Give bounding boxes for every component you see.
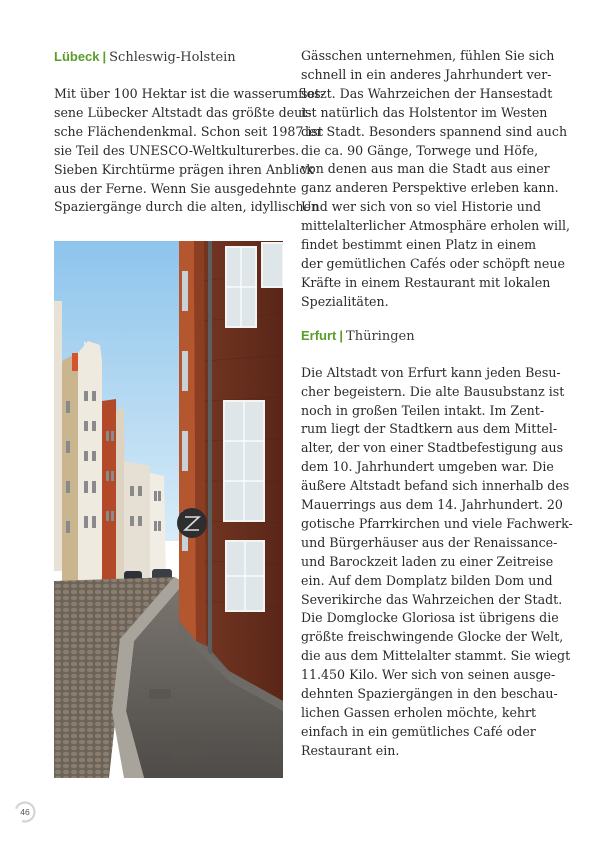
text-line: alter, der von einer Stadtbefestigung aus <box>301 440 564 456</box>
text-line: gotische Pfarrkirchen und viele Fachwerk- <box>301 515 573 531</box>
text-line: setzt. Das Wahrzeichen der Hansestadt <box>301 85 553 101</box>
text-line: findet bestimmt einen Platz in einem <box>301 237 537 253</box>
text-line: lichen Gassen erholen möchte, kehrt <box>301 705 537 720</box>
text-line: und Barockzeit laden zu einer Zeitreise <box>301 553 554 569</box>
text-line: sie Teil des UNESCO-Weltkulturerbes. <box>54 142 300 158</box>
section-heading-luebeck <box>54 47 290 67</box>
text-line: der gemütlichen Cafés oder schöpft neue <box>301 255 565 271</box>
text-line: Restaurant ein. <box>301 742 400 758</box>
text-line: schnell in ein anderes Jahrhundert ver- <box>301 66 552 82</box>
paragraph-erfurt <box>301 364 573 761</box>
text-line: Die Domglocke Gloriosa ist übrigens die <box>301 610 559 626</box>
city-name: Erfurt <box>301 327 337 343</box>
text-line: der Stadt. Besonders spannend sind auch <box>301 123 568 139</box>
text-line: ist natürlich das Holstentor im Westen <box>301 104 548 120</box>
text-line: Und wer sich von so viel Historie und <box>301 199 542 215</box>
text-line: größte freischwingende Glocke der Welt, <box>301 629 564 645</box>
section-heading-erfurt <box>301 326 541 346</box>
text-line: einfach in ein gemütliches Café oder <box>301 723 536 739</box>
street-photo <box>54 241 283 778</box>
page-number-text: 46 <box>20 807 30 817</box>
text-line: Spaziergänge durch die alten, idyllischen <box>54 199 320 215</box>
text-line: Die Altstadt von Erfurt kann jeden Besu- <box>301 364 561 380</box>
region-name: Thüringen <box>346 328 415 344</box>
heading-separator: | <box>339 327 344 343</box>
text-line: Gässchen unternehmen, fühlen Sie sich <box>301 48 555 63</box>
text-line: ein. Auf dem Domplatz bilden Dom und <box>301 572 553 588</box>
city-name: Lübeck <box>54 49 100 64</box>
text-line: ganz anderen Perspektive erleben kann. <box>301 180 559 196</box>
text-line: sche Flächendenkmal. Schon seit 1987 ist <box>54 123 323 139</box>
text-line: äußere Altstadt befand sich innerhalb des <box>301 478 570 494</box>
paragraph-luebeck-continued <box>301 47 571 312</box>
text-line: Mit über 100 Hektar ist die wasserumflos- <box>54 86 325 101</box>
right-column <box>301 47 573 761</box>
text-line: rum liegt der Stadtkern aus dem Mittel- <box>301 421 558 437</box>
text-line: die aus dem Mittelalter stammt. Sie wiegt <box>301 648 571 664</box>
paragraph-luebeck <box>54 85 325 217</box>
text-line: von denen aus man die Stadt aus einer <box>301 161 550 177</box>
text-line: aus der Ferne. Wenn Sie ausgedehnte <box>54 180 297 196</box>
text-line: sene Lübecker Altstadt das größte deut- <box>54 104 312 120</box>
text-line: mittelalterlicher Atmosphäre erholen will, <box>301 218 571 234</box>
text-line: Kräfte in einem Restaurant mit lokalen <box>301 274 551 290</box>
text-line: noch in großen Teilen intakt. Im Zent- <box>301 402 545 418</box>
page-number <box>14 801 36 823</box>
left-column <box>54 47 325 217</box>
text-line: und Bürgerhäuser aus der Renaissance- <box>301 534 558 550</box>
text-line: Sieben Kirchtürme prägen ihren Anblick <box>54 161 314 177</box>
text-line: 11.450 Kilo. Wer sich von seinen ausge- <box>301 667 556 683</box>
text-line: dem 10. Jahrhundert umgeben war. Die <box>301 459 554 475</box>
text-line: dehnten Spaziergängen in den beschau- <box>301 686 558 702</box>
heading-separator: | <box>102 49 107 64</box>
region-name: Schleswig-Holstein <box>109 50 236 65</box>
text-line: die ca. 90 Gänge, Torwege und Höfe, <box>301 142 539 158</box>
text-line: Severikirche das Wahrzeichen der Stadt. <box>301 591 563 607</box>
text-line: Spezialitäten. <box>301 293 389 309</box>
text-line: cher begeistern. Die alte Bausubstanz ist <box>301 383 565 399</box>
text-line: Mauerrings aus dem 14. Jahrhundert. 20 <box>301 497 563 513</box>
